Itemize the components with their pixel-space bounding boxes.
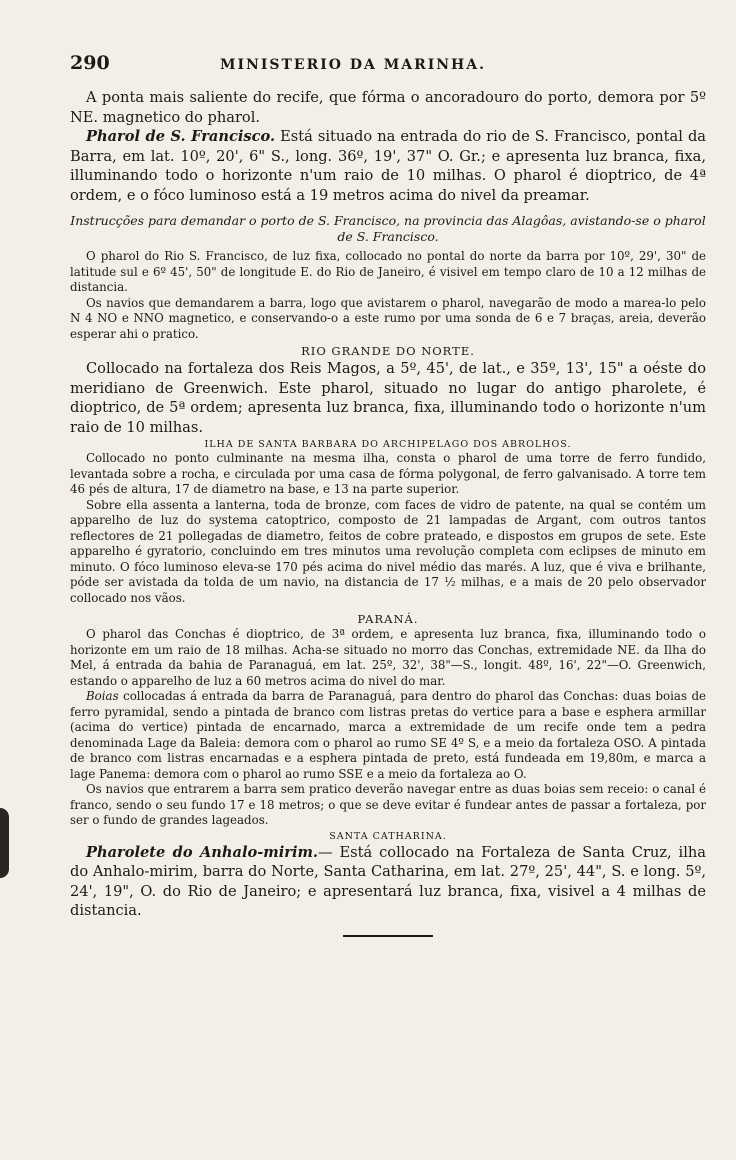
abrolhos-paragraph-1: Collocado no ponto culminante na mesma ilha, consta o pharol de uma torre de ferro fundido, levantada sobre a rocha, e circulada por uma casa de fórma polygonal, de ferro galvanisado. A torre tem 46 pés de altura, 17 de diametro na base, e 13 na parte superior.	[70, 451, 706, 496]
running-title: MINISTERIO DA MARINHA.	[220, 57, 487, 73]
text-boias: collocadas á entrada da barra de Paranaguá, para dentro do pharol das Conchas: duas boias de ferro pyramidal, sendo a pintada de branco com listras pretas do vertice para a base e esphera armillar (acima do vertice) pintada de encarnado, marca a extremidade de um recife onde tem a pedra denominada Lage da Baleia: demora com o pharol ao rumo SE 4º S, e a meio da fortaleza OSO. A pintada de branco com listras encarnadas e a esphera pintada de preto, está fundeada em 19,80m, e marca a lage Panema: demora com o pharol ao rumo SSE e a meio da fortaleza ao O.	[70, 689, 706, 781]
heading-abrolhos: ILHA DE SANTA BARBARA DO ARCHIPELAGO DOS ABROLHOS.	[204, 439, 572, 450]
page-number: 290	[70, 52, 110, 74]
end-rule	[343, 935, 433, 937]
rio-grande-paragraph: Collocado na fortaleza dos Reis Magos, a 5º, 45', de lat., e 35º, 13', 15" a oéste do meridiano de Greenwich. Este pharol, situado no lugar do antigo pharolete, é dioptrico, de 5ª ordem; apresenta luz branca, fixa, illuminando todo o horizonte n'um raio de 10 milhas.	[70, 360, 706, 436]
parana-paragraph-boias	[70, 689, 706, 782]
lead-boias: Boias	[86, 689, 119, 703]
parana-paragraph-1: O pharol das Conchas é dioptrico, de 3ª ordem, e apresenta luz branca, fixa, illuminando todo o horizonte em um raio de 18 milhas. Acha-se situado no morro das Conchas, extremidade NE. da Ilha do Mel, á entrada da bahia de Paranaguá, em lat. 25º, 32', 38"—S., longit. 48º, 16', 22"—O. Greenwich, estando o apparelho de luz a 60 metros acima do nivel do mar.	[70, 627, 706, 688]
heading-rio-grande-do-norte: RIO GRANDE DO NORTE.	[301, 344, 475, 358]
paragraph-pharol-sao-francisco	[70, 127, 706, 205]
santa-catharina-section	[70, 843, 706, 921]
text-pharol-sao-francisco: Está situado na entrada do rio de S. Francisco, pontal da Barra, em lat. 10º, 20', 6" S., long. 36º, 19', 37" O. Gr.; e apresenta luz branca, fixa, illuminando todo o horizonte n'um raio de 10 milhas. O pharol é dioptrico, de 4ª ordem, e o fóco luminoso está a 19 metros acima do nivel da preamar.	[70, 128, 706, 204]
page	[70, 52, 706, 937]
heading-parana: PARANÁ.	[357, 612, 419, 626]
instructions-paragraph-1: O pharol do Rio S. Francisco, de luz fixa, collocado no pontal do norte da barra por 10º, 29', 30" de latitude sul e 6º 45', 50" de longitude E. do Rio de Janeiro, é visivel em tempo claro de 10 a 12 milhas de distancia.	[70, 249, 706, 294]
heading-santa-catharina: SANTA CATHARINA.	[329, 830, 447, 842]
abrolhos-section	[70, 451, 706, 606]
lead-pharol-sao-francisco: Pharol de S. Francisco.	[86, 128, 276, 145]
santa-catharina-paragraph	[70, 843, 706, 921]
parana-section	[70, 627, 706, 829]
parana-paragraph-navios: Os navios que entrarem a barra sem pratico deverão navegar entre as duas boias sem receio: o canal é franco, sendo o seu fundo 17 e 18 metros; o que se deve evitar é fundear antes de passar a fortaleza, por ser o fundo de grandes lageados.	[70, 782, 706, 827]
instructions-heading: Instrucções para demandar o porto de S. Francisco, na provincia das Alagôas, avistando-se o pharol de S. Francisco.	[70, 213, 706, 244]
text-pharolete-anhalo-mirim: — Está collocado na Fortaleza de Santa Cruz, ilha do Anhalo-mirim, barra do Norte, Santa Catharina, em lat. 27º, 25', 44", S. e long. 5º, 24', 19", O. do Rio de Janeiro; e apresentará luz branca, fixa, visivel a 4 milhas de distancia.	[70, 843, 706, 919]
instructions-paragraph-2: Os navios que demandarem a barra, logo que avistarem o pharol, navegarão de modo a marea-lo pelo N 4 NO e NNO magnetico, e conservando-o a este rumo por uma sonda de 6 e 7 braças, areia, deverão esperar ahi o pratico.	[70, 295, 706, 341]
paragraph-reef: A ponta mais saliente do recife, que fórma o ancoradouro do porto, demora por 5º NE. magnetico do pharol.	[70, 89, 706, 126]
instructions-section	[70, 249, 706, 342]
abrolhos-paragraph-2: Sobre ella assenta a lanterna, toda de bronze, com faces de vidro de patente, na qual se contém um apparelho de luz do systema catoptrico, composto de 21 lampadas de Argant, com outros tantos reflectores de 21 pollegadas de diametro, feitos de cobre prateado, e dispostos em grupos de sete. Este apparelho é gyratorio, concluindo em tres minutos uma revolução completa com eclipses de minuto em minuto. O fóco luminoso eleva-se 170 pés acima do nivel médio das marés. A luz, que é viva e brilhante, póde ser avistada da tolda de um navio, na distancia de 17 ½ milhas, e a mais de 20 pelo observador collocado nos vãos.	[70, 497, 706, 605]
lead-pharolete-anhalo-mirim: Pharolete do Anhalo-mirim.	[86, 843, 319, 861]
intro-section	[70, 88, 706, 205]
page-header	[70, 52, 706, 88]
rio-grande-section	[70, 359, 706, 437]
binding-mark	[0, 808, 9, 878]
